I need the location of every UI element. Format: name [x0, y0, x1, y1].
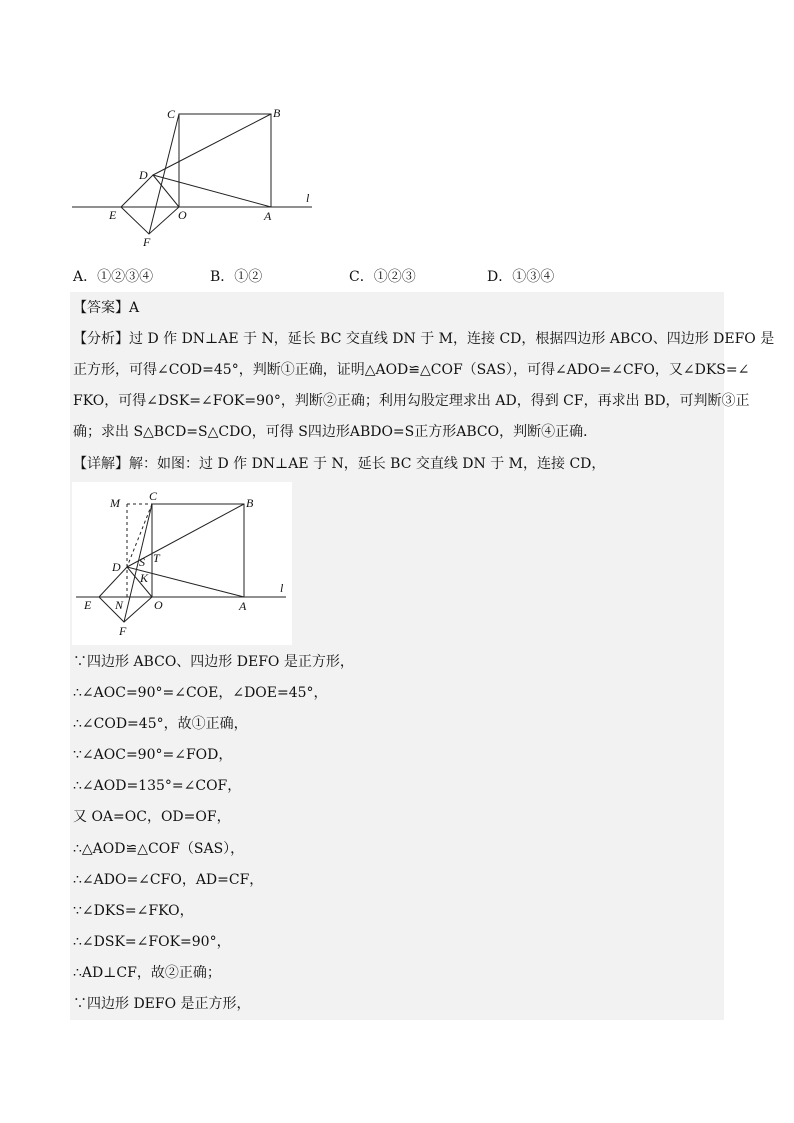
square-abco	[152, 504, 244, 597]
geometry-figure-2	[72, 482, 292, 645]
figure-2-box	[72, 482, 292, 645]
label-m: M	[110, 496, 120, 510]
label-o: O	[178, 208, 187, 222]
step-9: ∵∠DKS=∠FKO，	[73, 903, 194, 919]
step-3: ∴∠COD=45°，故①正确，	[73, 716, 248, 732]
label-c: C	[167, 107, 176, 121]
answer-line: 【答案】A	[73, 300, 140, 316]
choice-b: B．①②	[210, 269, 263, 285]
segment-cf	[149, 114, 179, 234]
choice-a: A．①②③④	[73, 269, 154, 285]
label-a: A	[239, 599, 247, 613]
step-2: ∴∠AOC=90°=∠COE，∠DOE=45°，	[73, 685, 328, 701]
analysis-line-2: 正方形，可得∠COD=45°，判断①正确，证明△AOD≌△COF（SAS），可得∠ADO=∠CFO，又∠DKS=∠	[73, 362, 750, 378]
label-e: E	[109, 208, 117, 222]
solution-panel	[70, 292, 775, 1020]
segment-da	[153, 175, 271, 207]
step-7: ∴△AOD≌△COF（SAS），	[73, 841, 245, 857]
label-o: O	[154, 598, 163, 612]
label-s: S	[139, 555, 145, 569]
step-1: ∵四边形 ABCO、四边形 DEFO 是正方形，	[73, 654, 354, 670]
step-10: ∴∠DSK=∠FOK=90°，	[73, 934, 231, 950]
label-n: N	[115, 598, 124, 612]
geometry-figure-1	[68, 100, 328, 260]
analysis-line-3: FKO，可得∠DSK=∠FOK=90°，判断②正确；利用勾股定理求出 AD，得到 CF，再求出 BD，可判断③正	[73, 393, 750, 409]
label-f: F	[119, 624, 127, 638]
detail-intro: 【详解】解：如图：过 D 作 DN⊥AE 于 N，延长 BC 交直线 DN 于 M，连接 CD，	[73, 456, 606, 472]
label-c: C	[149, 489, 158, 503]
label-l: l	[280, 581, 284, 595]
label-d: D	[139, 168, 148, 182]
label-e: E	[84, 598, 92, 612]
analysis-line-1: 【分析】过 D 作 DN⊥AE 于 N，延长 BC 交直线 DN 于 M，连接 CD，根据四边形 ABCO、四边形 DEFO 是	[73, 331, 775, 347]
step-11: ∴AD⊥CF，故②正确；	[73, 965, 221, 981]
analysis-line-4: 确；求出 S△BCD=S△CDO，可得 S四边形ABDO=S正方形ABCO，判断④正确．	[73, 424, 598, 440]
step-8: ∴∠ADO=∠CFO，AD=CF，	[73, 872, 264, 888]
label-k: K	[140, 571, 149, 585]
square-defo	[121, 175, 179, 234]
segment-db	[153, 114, 271, 175]
label-l: l	[306, 191, 310, 205]
choice-d: D．①③④	[487, 269, 555, 285]
step-6: 又 OA=OC，OD=OF，	[73, 809, 231, 825]
segment-cf	[124, 504, 152, 622]
label-a: A	[264, 209, 272, 223]
answer-choices	[73, 266, 723, 288]
step-5: ∴∠AOD=135°=∠COF，	[73, 778, 242, 794]
label-b: B	[246, 496, 254, 510]
square-abco	[179, 114, 271, 207]
step-12: ∵四边形 DEFO 是正方形，	[73, 996, 251, 1012]
label-b: B	[273, 106, 281, 120]
step-4: ∵∠AOC=90°=∠FOD，	[73, 747, 233, 763]
label-t: T	[153, 551, 160, 565]
label-d: D	[112, 560, 121, 574]
choice-c: C．①②③	[349, 269, 416, 285]
label-f: F	[143, 235, 151, 249]
